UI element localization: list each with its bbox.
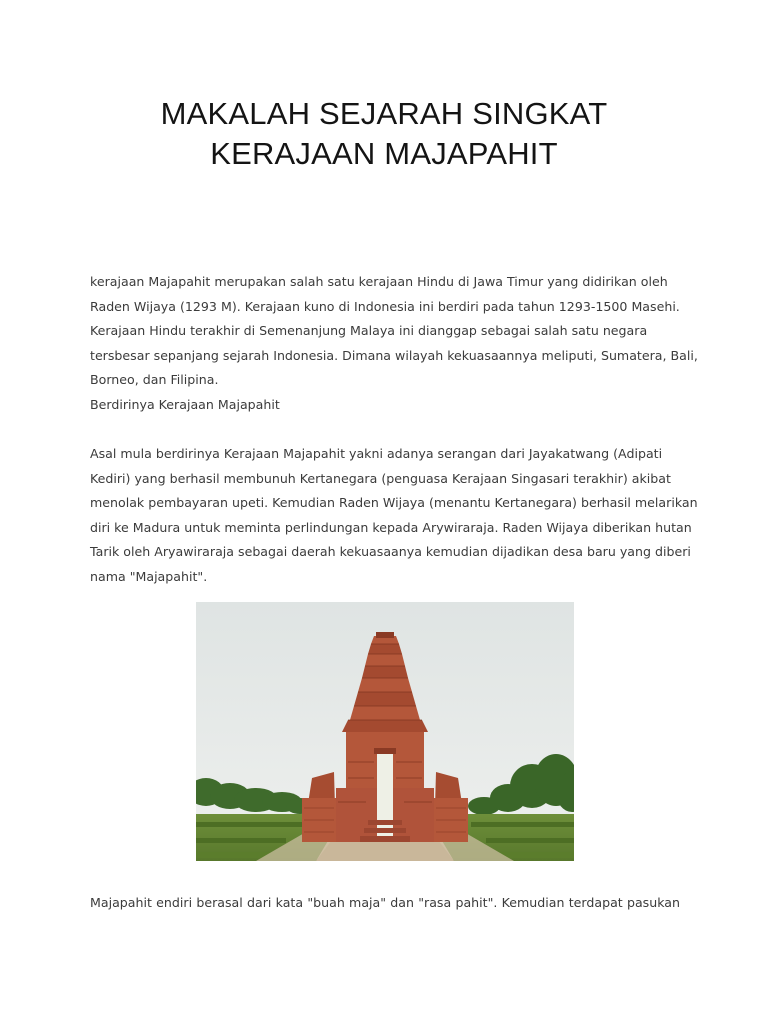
paragraph-origin xyxy=(90,442,698,590)
text-line: tersbesar sepanjang sejarah Indonesia. Dimana wilayah kekuasaannya meliputi, Sumatera, Bali, xyxy=(90,347,698,363)
text-line: Tarik oleh Aryawiraraja sebagai daerah kekuasaanya kemudian dijadikan desa baru yang diberi xyxy=(90,544,691,560)
text-line: Asal mula berdirinya Kerajaan Majapahit yakni adanya serangan dari Jayakatwang (Adipati xyxy=(90,446,663,461)
text-line: Majapahit endiri berasal dari kata "buah maja" dan "rasa pahit". Kemudian terdapat pasukan xyxy=(90,895,680,910)
document-title xyxy=(0,94,768,174)
text-line: diri ke Madura untuk meminta perlindungan kepada Arywiraraja. Raden Wijaya diberikan hutan xyxy=(90,519,692,535)
text-line: Kediri) yang berhasil membunuh Kertanegara (penguasa Kerajaan Singasari terakhir) akibat xyxy=(90,470,671,486)
text-line: Kerajaan Hindu terakhir di Semenanjung Malaya ini dianggap sebagai salah satu negara xyxy=(90,323,648,339)
text-line: Borneo, dan Filipina. xyxy=(90,372,219,388)
text-line: nama "Majapahit". xyxy=(90,568,208,584)
title-line: KERAJAAN MAJAPAHIT xyxy=(210,136,558,171)
text-line: menolak pembayaran upeti. Kemudian Raden Wijaya (menantu Kertanegara) berhasil melarikan xyxy=(90,495,698,511)
text-line: Raden Wijaya (1293 M). Kerajaan kuno di Indonesia ini berdiri pada tahun 1293-1500 Masehi. xyxy=(90,298,680,314)
section-heading: Berdirinya Kerajaan Majapahit xyxy=(90,396,280,412)
title-line: MAKALAH SEJARAH SINGKAT xyxy=(160,96,608,131)
temple-photo xyxy=(196,602,574,861)
text-line: kerajaan Majapahit merupakan salah satu kerajaan Hindu di Jawa Timur yang didirikan oleh xyxy=(90,274,668,289)
paragraph-intro xyxy=(90,270,698,418)
paragraph-etymology xyxy=(90,891,680,916)
temple-illustration xyxy=(196,602,574,861)
